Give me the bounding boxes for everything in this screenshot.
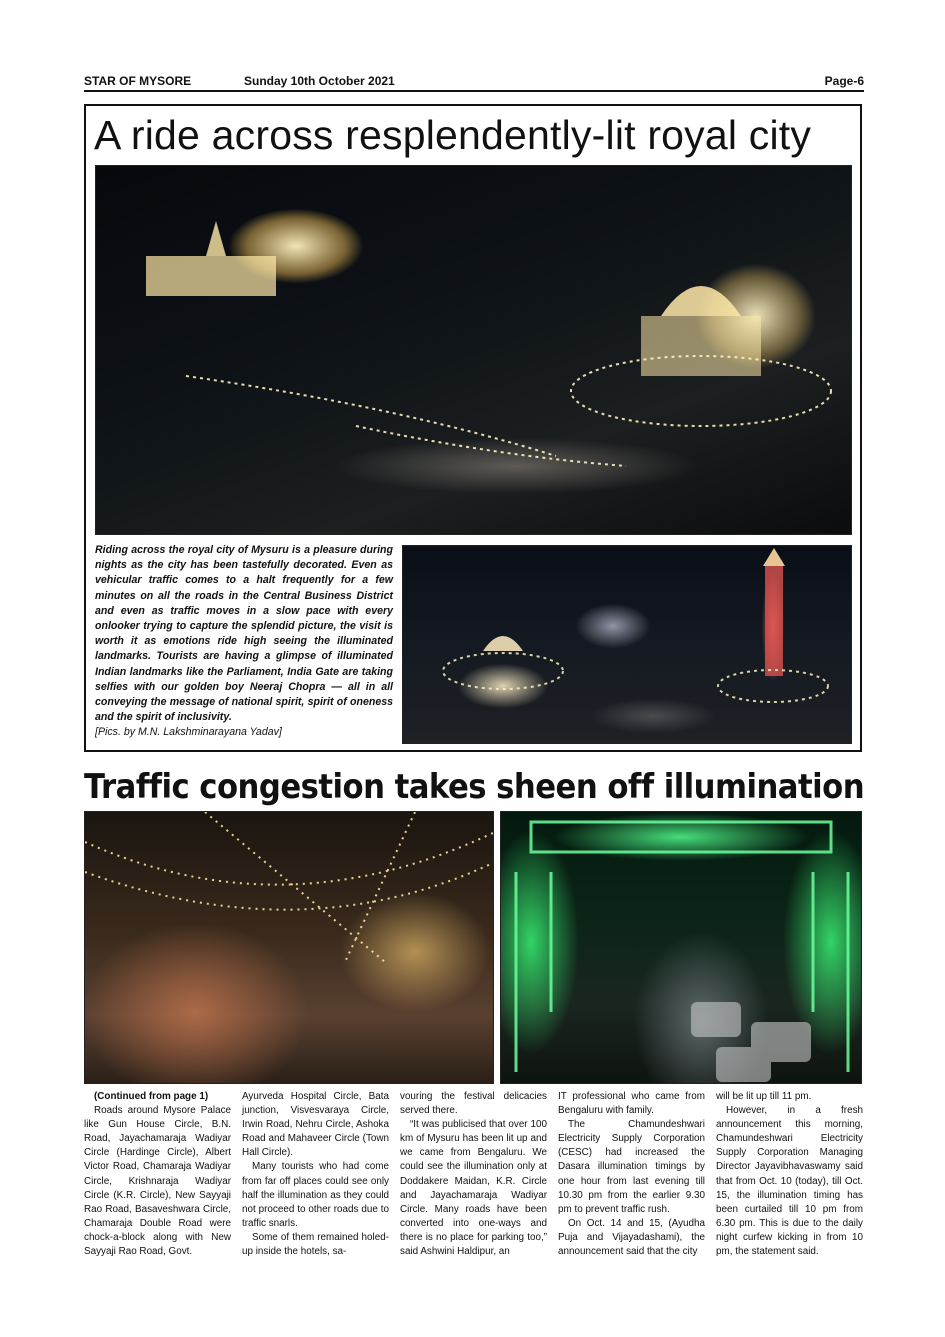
article-paragraph: However, in a fresh announcement this morning, Chamundeshwari Electricity Supply Corporation Managing Director Jayavibhavaswamy said that from Oct. 10 (today), till Oct. 15, the illumination timing has been curtailed till 10 pm from 6.30 pm. This is due to the daily night curfew kicking in from 10 pm, the statement said.	[716, 1105, 863, 1258]
page-number: Page-6	[824, 74, 864, 88]
second-headline: Traffic congestion takes sheen off illumination	[84, 767, 865, 806]
masthead	[84, 74, 864, 90]
article-paragraph: On Oct. 14 and 15, (Ayudha Puja and Vijayadashami), the announcement said that the city	[558, 1217, 705, 1258]
article-paragraph: Roads around Mysore Palace like Gun House Circle, B.N. Road, Jayachamaraja Wadiyar Circle (Hardinge Circle), Albert Victor Road, Chamaraja Wadiyar Circle, Krishnaraja Wadiyar Circle (K.R. Circle), New Sayyaji Rao Road, Basaveshwara Circle, Chamaraja Double Road were chock-a-block along with New Sayyaji Rao Road, Govt.	[84, 1105, 231, 1258]
article-column-4	[558, 1090, 705, 1259]
article-column-2	[242, 1090, 389, 1259]
article-paragraph: IT professional who came from Bengaluru with family.	[558, 1091, 705, 1117]
issue-date: Sunday 10th October 2021	[244, 74, 395, 88]
article-paragraph: vouring the festival delicacies served there.	[400, 1091, 547, 1117]
article-paragraph: will be lit up till 11 pm.	[716, 1091, 812, 1102]
article-paragraph: “It was publicised that over 100 km of Mysuru has been lit up and we came from Bengaluru. We could see the illumination only at Doddakere Maidan, K.R. Circle and Jayachamaraja Wadiyar Circle. Many roads have been converted into one-ways and there is no place for parking too,” said Ashwini Haldipur, an	[400, 1119, 547, 1258]
article-paragraph: Some of them remained holed-up inside the hotels, sa-	[242, 1231, 389, 1258]
article-paragraph: The Chamundeshwari Electricity Supply Corporation (CESC) had increased the Dasara illumination timings by one hour from last evening till 10.30 pm from the earlier 9.30 pm to prevent traffic rush.	[558, 1119, 705, 1215]
article-column-5	[716, 1090, 863, 1259]
article-paragraph: Many tourists who had come from far off places could see only half the illumination as they could not proceed to other roads due to traffic snarls.	[242, 1161, 389, 1229]
photo-credit: [Pics. by M.N. Lakshminarayana Yadav]	[95, 726, 282, 739]
green-arch-lights-drawing	[501, 812, 862, 1084]
caption-text: Riding across the royal city of Mysuru is a pleasure during nights as the city has been tastefully decorated. Even as vehicular traffic comes to a halt frequently for a few minutes on all the roads in the Central Business District and even as traffic moves in a slow pace with every onlooker trying to capture the splendid picture, the visit is worth it as emotions ride high seeing the illuminated landmarks. Tourists are having a glimpse of illuminated Indian landmarks like the Parliament, India Gate are taking selfies with our golden boy Neeraj Chopra — all in all conveying the message of national spirit, spirit of oneness and the spirit of inclusivity.	[95, 544, 393, 724]
street-lights-drawing	[85, 812, 494, 1084]
clock-tower-lights-drawing	[403, 546, 852, 744]
article-column-3	[400, 1090, 547, 1259]
article-paragraph: Ayurveda Hospital Circle, Bata junction, Visvesvaraya Circle, Irwin Road, Nehru Circle, Ashoka Road and Mahaveer Circle (Town Hall Circle).	[242, 1091, 389, 1159]
masthead-rule	[84, 90, 864, 92]
feature-headline: A ride across resplendently-lit royal city	[94, 112, 812, 158]
photo-clock-tower	[402, 545, 852, 744]
illumination-lights-drawing	[96, 166, 852, 535]
continued-note: (Continued from page 1)	[94, 1091, 209, 1102]
article-column-1	[84, 1090, 231, 1259]
photo-tourists-selfie	[84, 811, 494, 1084]
newspaper-name: STAR OF MYSORE	[84, 74, 192, 88]
photo-illuminated-palace	[95, 165, 852, 535]
feature-caption	[95, 543, 393, 741]
photo-traffic-jam	[500, 811, 862, 1084]
